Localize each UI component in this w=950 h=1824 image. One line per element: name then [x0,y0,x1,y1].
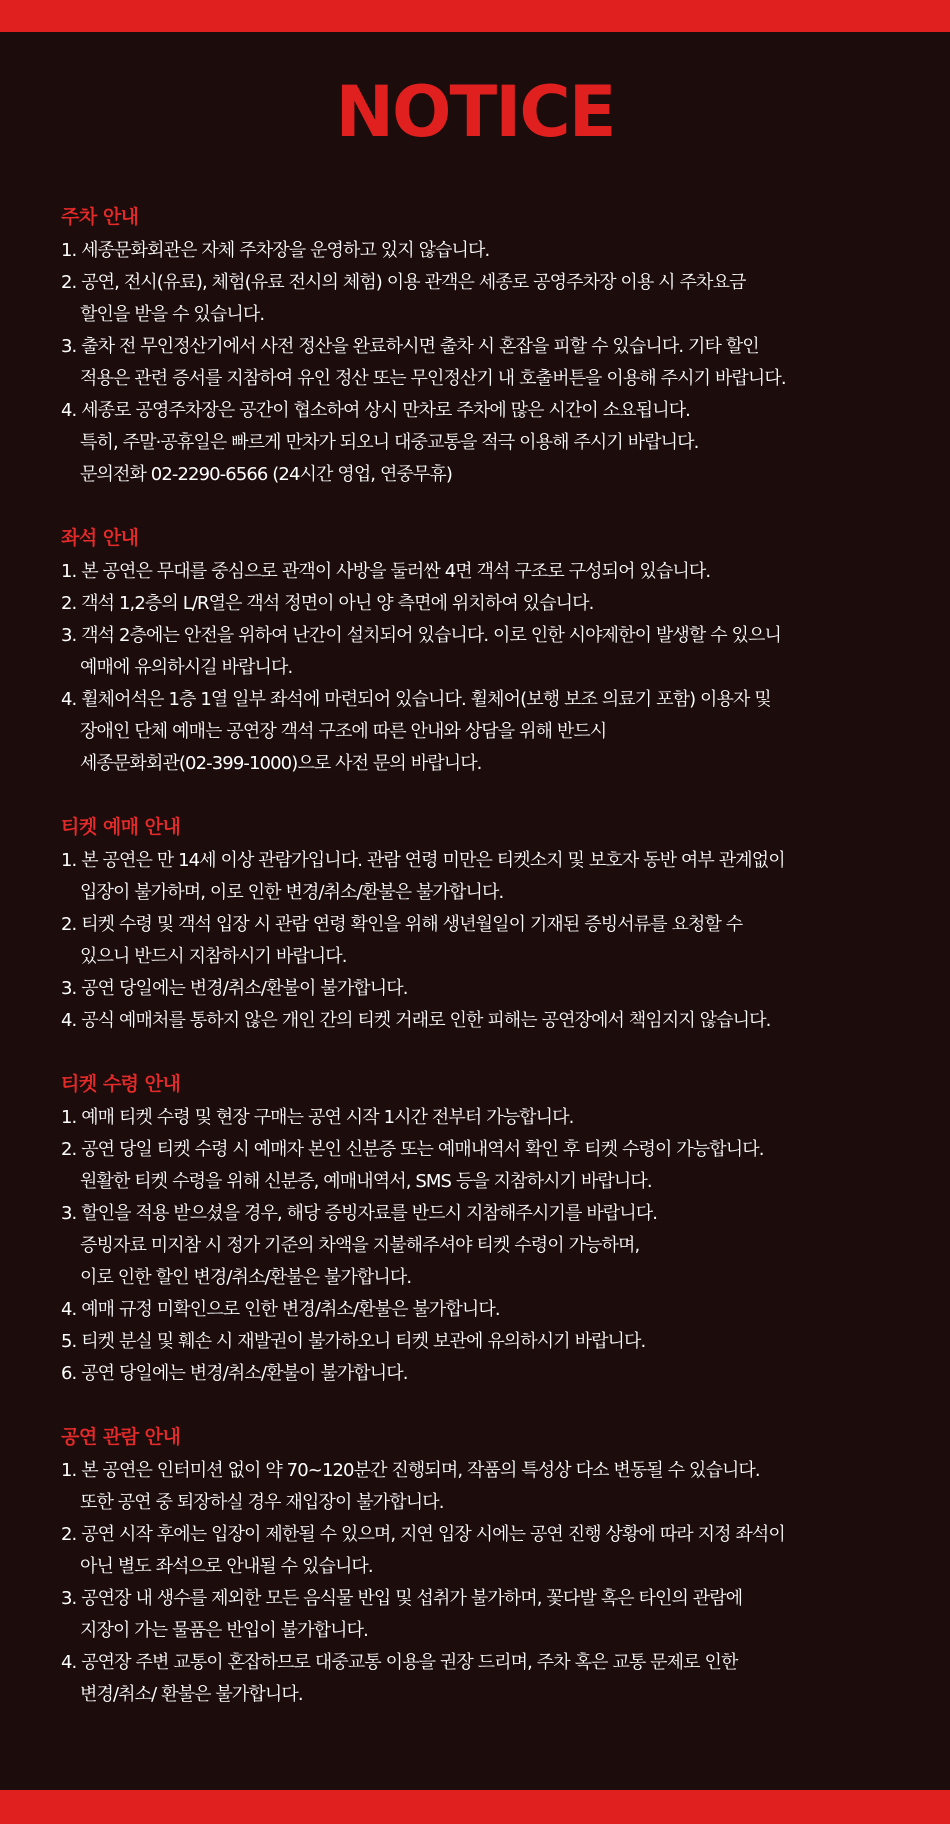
section-heading: 티켓 예매 안내 [61,816,181,838]
notice-item [61,1134,891,1198]
notice-item [61,684,891,780]
notice-item-line: 3. 객석 2층에는 안전을 위하여 난간이 설치되어 있습니다. 이로 인한 시야제한이 발생할 수 있으니 [61,625,781,646]
notice-item [61,1198,891,1294]
notice-item-line: 입장이 불가하며, 이로 인한 변경/취소/환불은 불가합니다. [80,882,504,903]
notice-item [61,973,891,1005]
notice-item [61,1455,891,1519]
notice-item-line: 2. 티켓 수령 및 객석 입장 시 관람 연령 확인을 위해 생년월일이 기재된 증빙서류를 요청할 수 [61,914,743,935]
notice-item-line: 5. 티켓 분실 및 훼손 시 재발권이 불가하오니 티켓 보관에 유의하시기 바랍니다. [61,1331,646,1352]
notice-item-line: 1. 예매 티켓 수령 및 현장 구매는 공연 시작 1시간 전부터 가능합니다. [61,1107,574,1128]
notice-section [61,1422,891,1711]
notice-item-line: 1. 세종문화회관은 자체 주차장을 운영하고 있지 않습니다. [61,240,490,261]
notice-item-line: 2. 공연, 전시(유료), 체험(유료 전시의 체험) 이용 관객은 세종로 공영주차장 이용 시 주차요금 [61,272,746,293]
notice-item [61,588,891,620]
notice-item [61,1005,891,1037]
notice-item-line: 6. 공연 당일에는 변경/취소/환불이 불가합니다. [61,1363,408,1384]
notice-item [61,1647,891,1711]
section-heading: 주차 안내 [61,206,139,228]
notice-item-line: 4. 공연장 주변 교통이 혼잡하므로 대중교통 이용을 권장 드리며, 주차 혹은 교통 문제로 인한 [61,1652,738,1673]
notice-item [61,267,891,331]
section-heading: 티켓 수령 안내 [61,1073,181,1095]
notice-section [61,202,891,491]
section-heading: 좌석 안내 [61,527,139,549]
notice-item-line: 원활한 티켓 수령을 위해 신분증, 예매내역서, SMS 등을 지참하시기 바랍니다. [80,1171,652,1192]
notice-item-line: 지장이 가는 물품은 반입이 불가합니다. [80,1620,368,1641]
notice-item [61,395,891,491]
notice-item-line: 증빙자료 미지참 시 정가 기준의 차액을 지불해주셔야 티켓 수령이 가능하며, [80,1235,640,1256]
notice-content [61,202,891,1743]
notice-item [61,556,891,588]
notice-item-line: 2. 공연 시작 후에는 입장이 제한될 수 있으며, 지연 입장 시에는 공연 진행 상황에 따라 지정 좌석이 [61,1524,785,1545]
notice-item [61,620,891,684]
notice-item-line: 3. 공연 당일에는 변경/취소/환불이 불가합니다. [61,978,408,999]
notice-item-line: 3. 공연장 내 생수를 제외한 모든 음식물 반입 및 섭취가 불가하며, 꽃다발 혹은 타인의 관람에 [61,1588,743,1609]
notice-title: NOTICE [335,71,615,153]
notice-item-line: 1. 본 공연은 무대를 중심으로 관객이 사방을 둘러싼 4면 객석 구조로 구성되어 있습니다. [61,561,711,582]
notice-item-line: 있으니 반드시 지참하시기 바랍니다. [80,946,347,967]
notice-item-line: 문의전화 02-2290-6566 (24시간 영업, 연중무휴) [80,464,453,485]
notice-item [61,909,891,973]
notice-item-line: 1. 본 공연은 인터미션 없이 약 70~120분간 진행되며, 작품의 특성상 다소 변동될 수 있습니다. [61,1460,760,1481]
notice-item [61,1583,891,1647]
notice-item [61,845,891,909]
notice-item [61,331,891,395]
notice-item-line: 4. 예매 규정 미확인으로 인한 변경/취소/환불은 불가합니다. [61,1299,500,1320]
notice-item [61,1102,891,1134]
notice-item [61,1519,891,1583]
notice-item [61,235,891,267]
notice-item [61,1326,891,1358]
notice-item-line: 4. 세종로 공영주차장은 공간이 협소하여 상시 만차로 주차에 많은 시간이 소요됩니다. [61,400,691,421]
notice-item-line: 할인을 받을 수 있습니다. [80,304,265,325]
notice-item [61,1358,891,1390]
notice-item-line: 또한 공연 중 퇴장하실 경우 재입장이 불가합니다. [80,1492,444,1513]
notice-item-line: 예매에 유의하시길 바랍니다. [80,657,293,678]
notice-item-line: 3. 할인을 적용 받으셨을 경우, 해당 증빙자료를 반드시 지참해주시기를 바랍니다. [61,1203,658,1224]
bottom-accent-bar [0,1790,950,1824]
notice-item-line: 1. 본 공연은 만 14세 이상 관람가입니다. 관람 연령 미만은 티켓소지 및 보호자 동반 여부 관계없이 [61,850,785,871]
notice-section [61,523,891,780]
notice-item-line: 이로 인한 할인 변경/취소/환불은 불가합니다. [80,1267,412,1288]
notice-item-line: 4. 공식 예매처를 통하지 않은 개인 간의 티켓 거래로 인한 피해는 공연장에서 책임지지 않습니다. [61,1010,771,1031]
notice-item-line: 4. 휠체어석은 1층 1열 일부 좌석에 마련되어 있습니다. 휠체어(보행 보조 의료기 포함) 이용자 및 [61,689,771,710]
notice-item-line: 2. 공연 당일 티켓 수령 시 예매자 본인 신분증 또는 예매내역서 확인 후 티켓 수령이 가능합니다. [61,1139,764,1160]
notice-section [61,1069,891,1390]
notice-item-line: 특히, 주말·공휴일은 빠르게 만차가 되오니 대중교통을 적극 이용해 주시기 바랍니다. [80,432,699,453]
notice-item-line: 3. 출차 전 무인정산기에서 사전 정산을 완료하시면 출차 시 혼잡을 피할 수 있습니다. 기타 할인 [61,336,759,357]
notice-item-line: 적용은 관련 증서를 지참하여 유인 정산 또는 무인정산기 내 호출버튼을 이용해 주시기 바랍니다. [80,368,786,389]
notice-item-line: 변경/취소/ 환불은 불가합니다. [80,1684,303,1705]
notice-item-line: 아닌 별도 좌석으로 안내될 수 있습니다. [80,1556,373,1577]
notice-item-line: 장애인 단체 예매는 공연장 객석 구조에 따른 안내와 상담을 위해 반드시 [80,721,607,742]
notice-section [61,812,891,1037]
notice-item [61,1294,891,1326]
notice-item-line: 세종문화회관(02-399-1000)으로 사전 문의 바랍니다. [80,753,482,774]
section-heading: 공연 관람 안내 [61,1426,181,1448]
notice-item-line: 2. 객석 1,2층의 L/R열은 객석 정면이 아닌 양 측면에 위치하여 있습니다. [61,593,594,614]
top-accent-bar [0,0,950,32]
